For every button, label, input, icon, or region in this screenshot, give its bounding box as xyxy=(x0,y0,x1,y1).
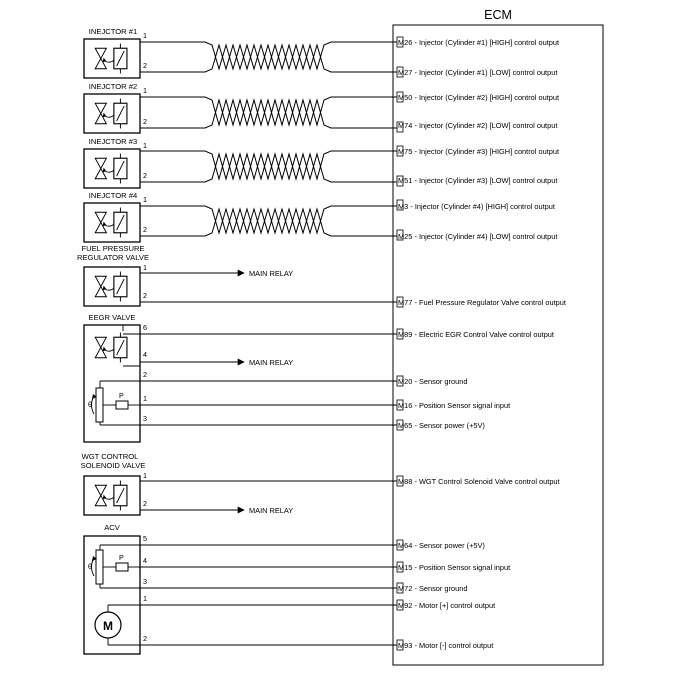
m27-label: M27 - Injector (Cylinder #1) [LOW] control output xyxy=(398,68,558,77)
m3-label: M3 - Injector (Cylinder #4) [HIGH] control output xyxy=(398,202,555,211)
injector-3-pin-low: 2 xyxy=(143,171,147,180)
injector-1-pin-high: 1 xyxy=(143,31,147,40)
m65-label: M65 - Sensor power (+5V) xyxy=(398,421,485,430)
m26-label: M26 - Injector (Cylinder #1) [HIGH] control output xyxy=(398,38,560,47)
fpr-label-line2: REGULATOR VALVE xyxy=(76,253,150,262)
fpr-main-relay: MAIN RELAY xyxy=(249,269,294,278)
eegr-pin-1: 1 xyxy=(143,394,147,403)
eegr-pin-3: 3 xyxy=(143,414,147,423)
acv-pin-5: 5 xyxy=(143,534,147,543)
m25-label: M25 - Injector (Cylinder #4) [LOW] control output xyxy=(398,232,558,241)
m89-label: M89 - Electric EGR Control Valve control output xyxy=(398,330,554,339)
injector-1-pin-low: 2 xyxy=(143,61,147,70)
m74-label: M74 - Injector (Cylinder #2) [LOW] control output xyxy=(398,121,558,130)
wgt-main-relay: MAIN RELAY xyxy=(249,506,294,515)
injector-3-label: INEJCTOR #3 xyxy=(88,137,138,146)
svg-text:θ: θ xyxy=(88,562,92,571)
injector-4-pin-high: 1 xyxy=(143,195,147,204)
injector-4-label: INEJCTOR #4 xyxy=(88,191,138,200)
wgt-label-line1: WGT CONTROL xyxy=(81,452,139,461)
injector-1-label: INEJCTOR #1 xyxy=(88,27,138,36)
acv-pin-2: 2 xyxy=(143,634,147,643)
fpr-pin-2: 2 xyxy=(143,291,147,300)
injector-3-pin-high: 1 xyxy=(143,141,147,150)
acv-pin-4: 4 xyxy=(143,556,147,565)
m15-label: M15 - Position Sensor signal input xyxy=(398,563,511,572)
fpr-label-line1: FUEL PRESSURE xyxy=(81,244,145,253)
m93-label: M93 - Motor [-] control output xyxy=(398,641,494,650)
ecm-title: ECM xyxy=(484,8,512,22)
injector-2-pin-low: 2 xyxy=(143,117,147,126)
m75-label: M75 - Injector (Cylinder #3) [HIGH] control output xyxy=(398,147,560,156)
acv-motor-m: M xyxy=(103,619,113,633)
m64-label: M64 - Sensor power (+5V) xyxy=(398,541,485,550)
svg-text:θ: θ xyxy=(88,400,92,409)
injector-2-label: INEJCTOR #2 xyxy=(88,82,138,91)
wgt-label-line2: SOLENOID VALVE xyxy=(80,461,146,470)
injector-4-pin-low: 2 xyxy=(143,225,147,234)
acv-label: ACV xyxy=(104,523,120,532)
acv-sensor-p: P xyxy=(119,553,124,562)
acv-pin-1: 1 xyxy=(143,594,147,603)
injector-2-pin-high: 1 xyxy=(143,86,147,95)
m92-label: M92 - Motor [+] control output xyxy=(398,601,496,610)
eegr-pin-4: 4 xyxy=(143,350,147,359)
m51-label: M51 - Injector (Cylinder #3) [LOW] control output xyxy=(398,176,558,185)
m72-label: M72 - Sensor ground xyxy=(398,584,468,593)
eegr-label: EEGR VALVE xyxy=(88,313,136,322)
m20-label: M20 - Sensor ground xyxy=(398,377,468,386)
m50-label: M50 - Injector (Cylinder #2) [HIGH] control output xyxy=(398,93,560,102)
m16-label: M16 - Position Sensor signal input xyxy=(398,401,511,410)
m88-label: M88 - WGT Control Solenoid Valve control output xyxy=(398,477,560,486)
acv-pin-3: 3 xyxy=(143,577,147,586)
eegr-sensor-p: P xyxy=(119,391,124,400)
eegr-main-relay: MAIN RELAY xyxy=(249,358,294,367)
fpr-pin-1: 1 xyxy=(143,263,147,272)
wgt-pin-2: 2 xyxy=(143,499,147,508)
eegr-pin-2: 2 xyxy=(143,370,147,379)
m77-label: M77 - Fuel Pressure Regulator Valve control output xyxy=(398,298,566,307)
wgt-pin-1: 1 xyxy=(143,471,147,480)
eegr-pin-6: 6 xyxy=(143,323,147,332)
